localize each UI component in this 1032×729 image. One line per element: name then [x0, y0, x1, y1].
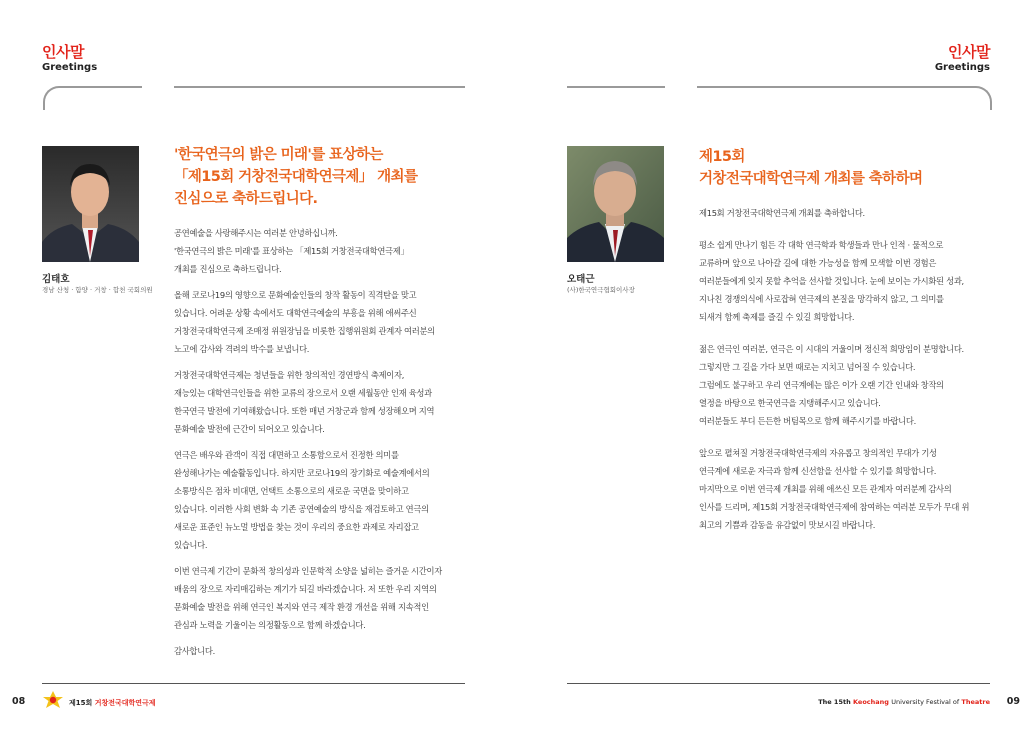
person-role-left: 경남 산청 · 함양 · 거창 · 합천 국회의원 [42, 286, 153, 294]
footer-brand-right [818, 698, 990, 706]
section-title-ko-left: 인사말 [42, 43, 84, 61]
frame-corner-right [968, 86, 992, 110]
section-title-en-left: Greetings [42, 62, 98, 73]
headline-right-line-1: 제15회 [699, 149, 745, 165]
section-title-ko-right: 인사말 [948, 43, 990, 61]
paragraph: 감사합니다. [174, 646, 215, 656]
footer-prefix-right: The 15th [818, 698, 851, 706]
headline-right-line-2: 거창전국대학연극제 개최를 축하하며 [699, 171, 923, 187]
footer-festival-name-left: 거창전국대학연극제 [94, 699, 156, 707]
portrait-photo-left [42, 146, 139, 262]
paragraph: 젊은 연극인 여러분, 연극은 이 시대의 거울이며 정신적 희망임이 분명합니다. 그렇지만 그 길을 가다 보면 때로는 지치고 넘어질 수 있습니다. 그럼에도 불구하고 우리 연극계에는 많은 이가 오랜 기간 인내와 창작의 열정을 바탕으로 한국연극을 지탱해주시고 있습니다. 여러분들도 부디 든든한 버팀목으로 함께 해주시기를 바랍니다. [699, 344, 964, 426]
paragraph: 이번 연극제 기간이 문화적 창의성과 인문학적 소양을 넓히는 즐거운 시간이자 배움의 장으로 자리매김하는 계기가 되길 바라겠습니다. 저 또한 우리 지역의 문화예술 발전을 위해 연극인 복지와 연극 제작 환경 개선을 위해 지속적인 관심과 노력을 기울이는 의정활동으로 함께 하겠습니다. [174, 566, 442, 630]
paragraph: 앞으로 펼쳐질 거창전국대학연극제의 자유롭고 창의적인 무대가 기성 연극계에 새로운 자극과 함께 신선함을 선사할 수 있기를 희망합니다. 마지막으로 이번 연극제 개최를 위해 애쓰신 모든 관계자 여러분께 감사의 인사를 드리며, 제15회 거창전국대학연극제에 참여하는 여러분 모두가 무대 위 최고의 기쁨과 감동을 유감없이 맛보시길 바랍니다. [699, 448, 970, 530]
paragraph: 공연예술을 사랑해주시는 여러분 안녕하십니까. '한국연극의 밝은 미래'를 표상하는 「제15회 거창전국대학연극제」 개최를 진심으로 축하드립니다. [174, 228, 409, 274]
page-number-right: 09 [1006, 696, 1020, 707]
frame-corner-left [43, 86, 67, 110]
paragraph: 제15회 거창전국대학연극제 개최를 축하합니다. [699, 208, 865, 218]
footer-keochang: Keochang [852, 698, 889, 706]
headline-left [174, 144, 474, 210]
footer-prefix-left: 제15회 [69, 699, 93, 707]
headline-left-line-1: '한국연극의 밝은 미래'를 표상하는 [174, 147, 383, 163]
top-rule-right-long [697, 86, 972, 88]
paragraph: 올해 코로나19의 영향으로 문화예술인들의 창작 활동이 직격탄을 맞고 있습니다. 어려운 상황 속에서도 대학연극예술의 부흥을 위해 애써주신 거창전국대학연극제 조매정 위원장님을 비롯한 집행위원회 관계자 여러분의 노고에 감사와 격려의 박수를 보냅니다. [174, 290, 435, 354]
body-text-left [174, 224, 486, 668]
festival-logo-icon [40, 690, 66, 710]
bottom-rule-right [567, 683, 990, 684]
person-name-left: 김태호 [42, 274, 70, 285]
footer-theatre: Theatre [961, 698, 990, 706]
top-rule-right-short [567, 86, 665, 88]
section-title-en-right: Greetings [934, 62, 990, 73]
paragraph: 평소 쉽게 만나기 힘든 각 대학 연극학과 학생들과 만나 인적 · 물적으로 교류하며 앞으로 나아갈 길에 대한 가능성을 함께 모색할 이번 경험은 여러분들에게 잊지 못할 추억을 선사할 것입니다. 눈에 보이는 가시화된 성과, 지나친 경쟁의식에 사로잡혀 연극제의 본질을 망각하지 않고, 그 의미를 되새겨 함께 축제를 즐길 수 있길 희망합니다. [699, 240, 964, 322]
person-name-right: 오태근 [567, 274, 595, 285]
headline-right [699, 146, 999, 190]
paragraph: 거창전국대학연극제는 청년들을 위한 창의적인 경연방식 축제이자, 재능있는 대학연극인들을 위한 교류의 장으로서 오랜 세월동안 인재 육성과 한국연극 발전에 기여해왔습니다. 또한 매년 거창군과 함께 성장해오며 지역 문화예술 발전에 근간이 되어오고 있습니다. [174, 370, 435, 434]
paragraph: 연극은 배우와 관객이 직접 대면하고 소통함으로서 진정한 의미를 완성해나가는 예술활동입니다. 하지만 코로나19의 장기화로 예술계에서의 소통방식은 점차 비대면, 언택트 소통으로의 새로운 국면을 맞이하고 있습니다. 이러한 사회 변화 속 기존 공연예술의 방식을 재검토하고 연극의 새로운 표준인 뉴노멀 방법을 찾는 것이 우리의 중요한 과제로 자리잡고 있습니다. [174, 450, 430, 550]
page-number-left: 08 [12, 696, 26, 707]
bottom-rule-left [42, 683, 465, 684]
person-role-right: (사)한국연극협회이사장 [567, 286, 635, 294]
headline-left-line-2: 「제15회 거창전국대학연극제」 개최를 [174, 169, 418, 185]
footer-brand-left [69, 698, 156, 708]
portrait-photo-right [567, 146, 664, 262]
footer-middle-right: University Festival of [891, 698, 960, 706]
body-text-right [699, 204, 1011, 542]
headline-left-line-3: 진심으로 축하드립니다. [174, 191, 318, 207]
top-rule-left-long [174, 86, 465, 88]
top-rule-left-short [60, 86, 142, 88]
